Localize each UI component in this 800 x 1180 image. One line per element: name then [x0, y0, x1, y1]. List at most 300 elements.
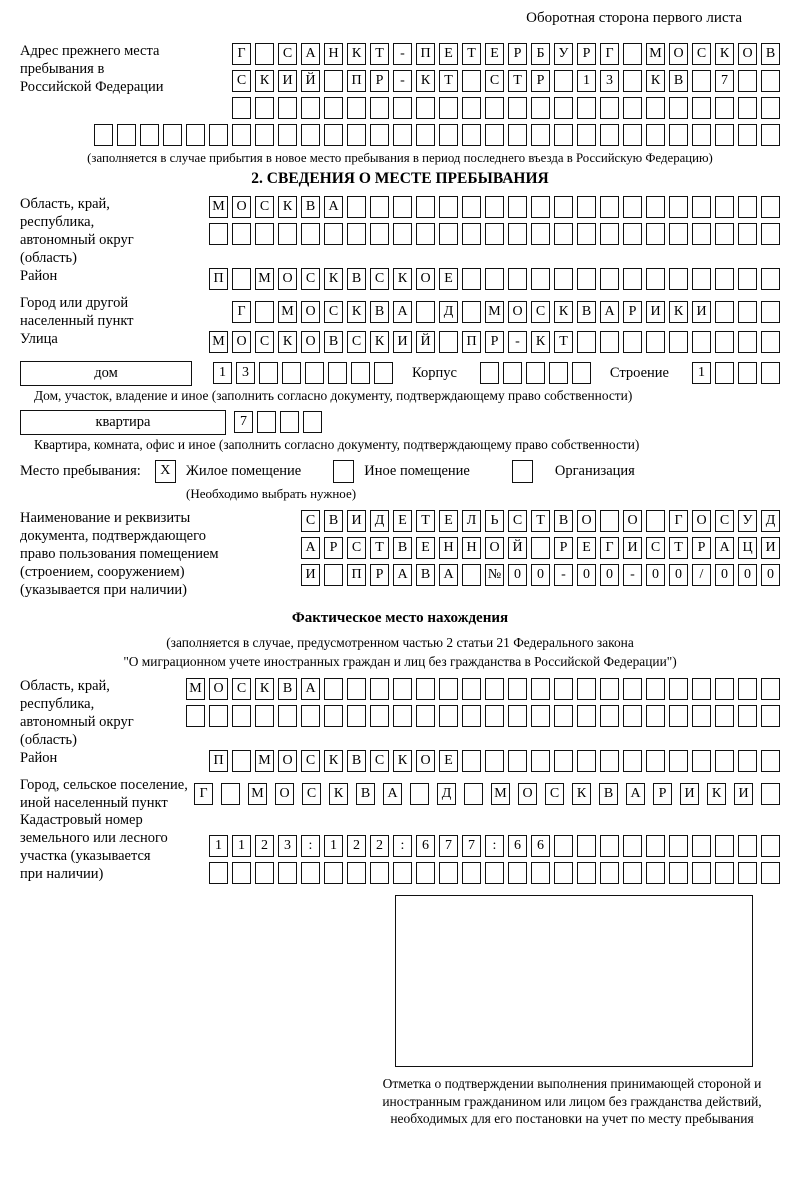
char-cell: Г — [669, 510, 688, 532]
char-cell: И — [646, 301, 665, 323]
char-cell: 2 — [347, 835, 366, 857]
char-cell — [117, 124, 136, 146]
char-cell — [623, 705, 642, 727]
char-cell: С — [232, 678, 251, 700]
char-cell: Р — [370, 70, 389, 92]
char-cell: В — [599, 783, 618, 805]
char-cell: М — [209, 196, 228, 218]
char-cell — [209, 223, 228, 245]
house-note: Дом, участок, владение и иное (заполнить согласно документу, подтверждающему право собственности) — [34, 387, 633, 403]
apartment-box: квартира — [20, 410, 226, 435]
house-number-cells — [209, 362, 393, 384]
char-cell — [508, 862, 527, 884]
cadastral-row-1 — [170, 835, 780, 857]
char-cell — [669, 124, 688, 146]
char-cell — [462, 268, 481, 290]
char-cell: С — [370, 268, 389, 290]
char-cell — [646, 223, 665, 245]
char-cell: К — [715, 43, 734, 65]
char-cell: 3 — [236, 362, 255, 384]
char-cell — [232, 124, 251, 146]
stroenie-cells — [688, 362, 780, 384]
char-cell — [221, 783, 240, 805]
district-row — [152, 268, 780, 290]
char-cell — [439, 862, 458, 884]
fact-city-field — [20, 777, 780, 813]
char-cell: Ь — [485, 510, 504, 532]
city-field — [20, 295, 780, 331]
char-cell — [410, 783, 429, 805]
char-cell — [255, 301, 274, 323]
char-cell — [485, 124, 504, 146]
char-cell — [278, 862, 297, 884]
char-cell: У — [554, 43, 573, 65]
char-cell: Р — [692, 537, 711, 559]
char-cell: И — [301, 564, 320, 586]
char-cell: И — [623, 537, 642, 559]
char-cell: О — [416, 268, 435, 290]
char-cell — [554, 70, 573, 92]
char-cell — [531, 97, 550, 119]
char-cell — [623, 43, 642, 65]
char-cell — [715, 678, 734, 700]
apartment-cells — [230, 411, 322, 433]
char-cell: 0 — [577, 564, 596, 586]
char-cell — [480, 362, 499, 384]
char-cell: К — [347, 43, 366, 65]
char-cell — [462, 301, 481, 323]
char-cell — [280, 411, 299, 433]
char-cell: А — [393, 301, 412, 323]
char-cell — [393, 862, 412, 884]
char-cell: О — [485, 537, 504, 559]
char-cell — [347, 97, 366, 119]
char-cell: О — [416, 750, 435, 772]
char-cell: 0 — [669, 564, 688, 586]
char-cell — [416, 223, 435, 245]
char-cell: П — [462, 331, 481, 353]
char-cell — [577, 678, 596, 700]
char-cell — [347, 196, 366, 218]
char-cell: О — [301, 331, 320, 353]
char-cell: Н — [439, 537, 458, 559]
fact-region-field — [20, 678, 780, 750]
char-cell — [761, 268, 780, 290]
char-cell — [761, 750, 780, 772]
char-cell — [531, 537, 550, 559]
char-cell — [324, 97, 343, 119]
char-cell — [439, 678, 458, 700]
district-label: Район — [20, 267, 58, 284]
region-row-2 — [152, 223, 780, 245]
char-cell: : — [393, 835, 412, 857]
char-cell: К — [646, 70, 665, 92]
char-cell — [416, 678, 435, 700]
char-cell — [715, 750, 734, 772]
cadastral-cells — [170, 835, 780, 889]
char-cell: 0 — [531, 564, 550, 586]
char-cell — [715, 124, 734, 146]
char-cell — [715, 862, 734, 884]
char-cell — [692, 223, 711, 245]
char-cell: С — [255, 196, 274, 218]
char-cell — [715, 835, 734, 857]
char-cell — [232, 862, 251, 884]
char-cell — [324, 223, 343, 245]
char-cell: М — [248, 783, 267, 805]
char-cell — [259, 362, 278, 384]
section2-title: 2. СВЕДЕНИЯ О МЕСТЕ ПРЕБЫВАНИЯ — [251, 170, 549, 187]
char-cell — [464, 783, 483, 805]
char-cell: В — [347, 750, 366, 772]
char-cell — [305, 362, 324, 384]
document-cells — [245, 510, 780, 591]
char-cell: 6 — [508, 835, 527, 857]
char-cell — [761, 678, 780, 700]
char-cell: В — [393, 537, 412, 559]
char-cell: П — [347, 564, 366, 586]
char-cell: П — [209, 750, 228, 772]
char-cell — [738, 362, 757, 384]
char-cell: О — [232, 331, 251, 353]
char-cell — [301, 862, 320, 884]
char-cell: В — [301, 196, 320, 218]
char-cell: П — [209, 268, 228, 290]
char-cell — [623, 862, 642, 884]
char-cell: С — [715, 510, 734, 532]
char-cell — [646, 510, 665, 532]
char-cell: М — [209, 331, 228, 353]
char-cell — [692, 750, 711, 772]
char-cell — [669, 97, 688, 119]
char-cell — [209, 124, 228, 146]
prev-address-note: (заполняется в случае прибытия в новое место пребывания в период последнего въезда в Российскую Федерацию) — [87, 151, 713, 165]
char-cell: Е — [416, 537, 435, 559]
char-cell — [577, 750, 596, 772]
char-cell — [623, 678, 642, 700]
char-cell — [485, 862, 504, 884]
char-cell: М — [491, 783, 510, 805]
char-cell: - — [554, 564, 573, 586]
char-cell — [278, 705, 297, 727]
char-cell: Е — [577, 537, 596, 559]
char-cell — [600, 835, 619, 857]
char-cell — [186, 124, 205, 146]
char-cell: М — [255, 750, 274, 772]
fact-region-row-1 — [170, 678, 780, 700]
char-cell — [715, 97, 734, 119]
char-cell — [462, 196, 481, 218]
char-cell — [646, 835, 665, 857]
char-cell — [623, 97, 642, 119]
actual-location-note-2: "О миграционном учете иностранных граждан и лиц без гражданства в Российской Федерации") — [123, 653, 677, 669]
char-cell — [531, 750, 550, 772]
char-cell — [669, 223, 688, 245]
char-cell: Е — [439, 510, 458, 532]
char-cell — [738, 678, 757, 700]
char-cell — [738, 223, 757, 245]
char-cell — [715, 301, 734, 323]
char-cell — [186, 705, 205, 727]
char-cell: М — [255, 268, 274, 290]
confirmation-mark-box — [395, 895, 753, 1067]
char-cell: С — [531, 301, 550, 323]
char-cell: В — [577, 301, 596, 323]
char-cell — [531, 678, 550, 700]
char-cell: В — [554, 510, 573, 532]
char-cell — [347, 705, 366, 727]
char-cell — [669, 331, 688, 353]
char-cell: 0 — [738, 564, 757, 586]
char-cell: Е — [439, 43, 458, 65]
char-cell: О — [209, 678, 228, 700]
char-cell: Д — [439, 301, 458, 323]
char-cell: С — [301, 268, 320, 290]
char-cell — [232, 97, 251, 119]
char-cell — [508, 124, 527, 146]
char-cell: И — [347, 510, 366, 532]
char-cell — [531, 124, 550, 146]
char-cell: М — [278, 301, 297, 323]
char-cell — [623, 268, 642, 290]
char-cell — [623, 70, 642, 92]
char-cell — [646, 124, 665, 146]
region-label: Область, край, республика, автономный округ (область) — [20, 196, 134, 266]
char-cell — [692, 97, 711, 119]
char-cell — [485, 196, 504, 218]
char-cell: 6 — [531, 835, 550, 857]
char-cell — [485, 223, 504, 245]
char-cell: С — [370, 750, 389, 772]
char-cell: Е — [393, 510, 412, 532]
char-cell: Р — [324, 537, 343, 559]
char-cell: А — [301, 43, 320, 65]
street-label: Улица — [20, 330, 58, 347]
char-cell — [324, 862, 343, 884]
prev-address-row-3 — [170, 97, 780, 119]
char-cell — [393, 223, 412, 245]
char-cell: Т — [531, 510, 550, 532]
char-cell — [761, 783, 780, 805]
char-cell — [646, 678, 665, 700]
char-cell: А — [324, 196, 343, 218]
char-cell — [623, 124, 642, 146]
char-cell: А — [626, 783, 645, 805]
char-cell: Т — [370, 43, 389, 65]
char-cell: М — [186, 678, 205, 700]
char-cell — [531, 862, 550, 884]
char-cell — [508, 705, 527, 727]
char-cell — [669, 678, 688, 700]
stroenie-label: Строение — [609, 364, 669, 381]
char-cell — [577, 705, 596, 727]
apartment-row — [20, 410, 780, 435]
char-cell: Р — [531, 70, 550, 92]
street-row — [152, 331, 780, 353]
char-cell — [692, 678, 711, 700]
char-cell — [324, 124, 343, 146]
char-cell — [508, 750, 527, 772]
char-cell — [646, 750, 665, 772]
char-cell — [600, 331, 619, 353]
char-cell — [577, 835, 596, 857]
char-cell: Р — [653, 783, 672, 805]
char-cell — [572, 362, 591, 384]
house-box: дом — [20, 361, 192, 386]
char-cell — [554, 223, 573, 245]
char-cell: - — [393, 70, 412, 92]
char-cell: А — [393, 564, 412, 586]
actual-location-note-1: (заполняется в случае, предусмотренном частью 2 статьи 21 Федерального закона — [166, 634, 634, 650]
korpus-label: Корпус — [412, 364, 457, 381]
char-cell — [715, 196, 734, 218]
char-cell — [462, 223, 481, 245]
char-cell: Т — [416, 510, 435, 532]
char-cell — [554, 705, 573, 727]
stay-type-label: Место пребывания: — [20, 462, 141, 479]
char-cell: К — [324, 268, 343, 290]
char-cell — [485, 705, 504, 727]
cadastral-field — [20, 812, 780, 889]
char-cell: Т — [370, 537, 389, 559]
char-cell: Б — [531, 43, 550, 65]
char-cell: А — [600, 301, 619, 323]
char-cell — [577, 268, 596, 290]
char-cell: Т — [554, 331, 573, 353]
char-cell — [439, 331, 458, 353]
char-cell: 2 — [370, 835, 389, 857]
char-cell: - — [393, 43, 412, 65]
char-cell: Р — [485, 331, 504, 353]
char-cell: С — [646, 537, 665, 559]
char-cell — [531, 268, 550, 290]
document-row-3 — [245, 564, 780, 586]
char-cell — [508, 223, 527, 245]
char-cell — [278, 124, 297, 146]
char-cell — [646, 862, 665, 884]
char-cell — [374, 362, 393, 384]
char-cell — [255, 43, 274, 65]
char-cell — [324, 70, 343, 92]
char-cell — [600, 97, 619, 119]
char-cell — [531, 223, 550, 245]
actual-location-title: Фактическое место нахождения — [291, 609, 509, 626]
char-cell — [393, 124, 412, 146]
char-cell: О — [518, 783, 537, 805]
char-cell — [416, 301, 435, 323]
char-cell — [416, 196, 435, 218]
char-cell — [393, 196, 412, 218]
stay-type-checkbox-other — [333, 460, 354, 483]
char-cell — [416, 97, 435, 119]
char-cell — [600, 510, 619, 532]
char-cell — [646, 268, 665, 290]
char-cell — [462, 678, 481, 700]
char-cell — [577, 196, 596, 218]
char-cell: А — [715, 537, 734, 559]
char-cell — [485, 97, 504, 119]
char-cell: О — [577, 510, 596, 532]
char-cell — [370, 862, 389, 884]
char-cell: И — [761, 537, 780, 559]
stay-type-checkbox-residential: X — [155, 460, 176, 483]
char-cell — [623, 223, 642, 245]
char-cell: К — [329, 783, 348, 805]
char-cell: С — [545, 783, 564, 805]
char-cell — [669, 268, 688, 290]
fact-region-label: Область, край, республика, автономный округ (область) — [20, 677, 134, 748]
char-cell — [439, 196, 458, 218]
char-cell — [738, 835, 757, 857]
char-cell — [140, 124, 159, 146]
char-cell — [163, 124, 182, 146]
char-cell: Й — [416, 331, 435, 353]
char-cell: М — [646, 43, 665, 65]
char-cell: П — [416, 43, 435, 65]
char-cell — [462, 564, 481, 586]
char-cell — [692, 835, 711, 857]
char-cell — [439, 97, 458, 119]
char-cell — [324, 564, 343, 586]
char-cell: В — [416, 564, 435, 586]
char-cell — [692, 196, 711, 218]
char-cell — [255, 705, 274, 727]
region-field — [20, 196, 780, 268]
document-field — [20, 510, 780, 600]
char-cell: Р — [508, 43, 527, 65]
char-cell: 0 — [646, 564, 665, 586]
char-cell: О — [738, 43, 757, 65]
char-cell — [738, 862, 757, 884]
char-cell — [232, 223, 251, 245]
char-cell — [508, 97, 527, 119]
char-cell: С — [347, 537, 366, 559]
char-cell: В — [356, 783, 375, 805]
char-cell — [370, 678, 389, 700]
char-cell: К — [278, 331, 297, 353]
document-row-1 — [245, 510, 780, 532]
char-cell: : — [301, 835, 320, 857]
char-cell: М — [485, 301, 504, 323]
char-cell: : — [485, 835, 504, 857]
char-cell — [439, 124, 458, 146]
char-cell: Н — [462, 537, 481, 559]
char-cell: В — [324, 510, 343, 532]
char-cell: Р — [554, 537, 573, 559]
char-cell: С — [302, 783, 321, 805]
city-row — [152, 301, 780, 323]
char-cell: Т — [669, 537, 688, 559]
char-cell — [370, 97, 389, 119]
char-cell — [282, 362, 301, 384]
char-cell — [738, 301, 757, 323]
char-cell — [462, 70, 481, 92]
char-cell: 1 — [232, 835, 251, 857]
char-cell — [692, 70, 711, 92]
char-cell: У — [738, 510, 757, 532]
fact-city-row — [199, 783, 780, 805]
char-cell: О — [692, 510, 711, 532]
district-cells — [152, 268, 780, 295]
char-cell — [738, 331, 757, 353]
char-cell — [761, 331, 780, 353]
fact-region-row-2 — [170, 705, 780, 727]
char-cell: С — [692, 43, 711, 65]
char-cell — [416, 124, 435, 146]
region-cells — [152, 196, 780, 250]
cadastral-row-2 — [170, 862, 780, 884]
char-cell: А — [383, 783, 402, 805]
